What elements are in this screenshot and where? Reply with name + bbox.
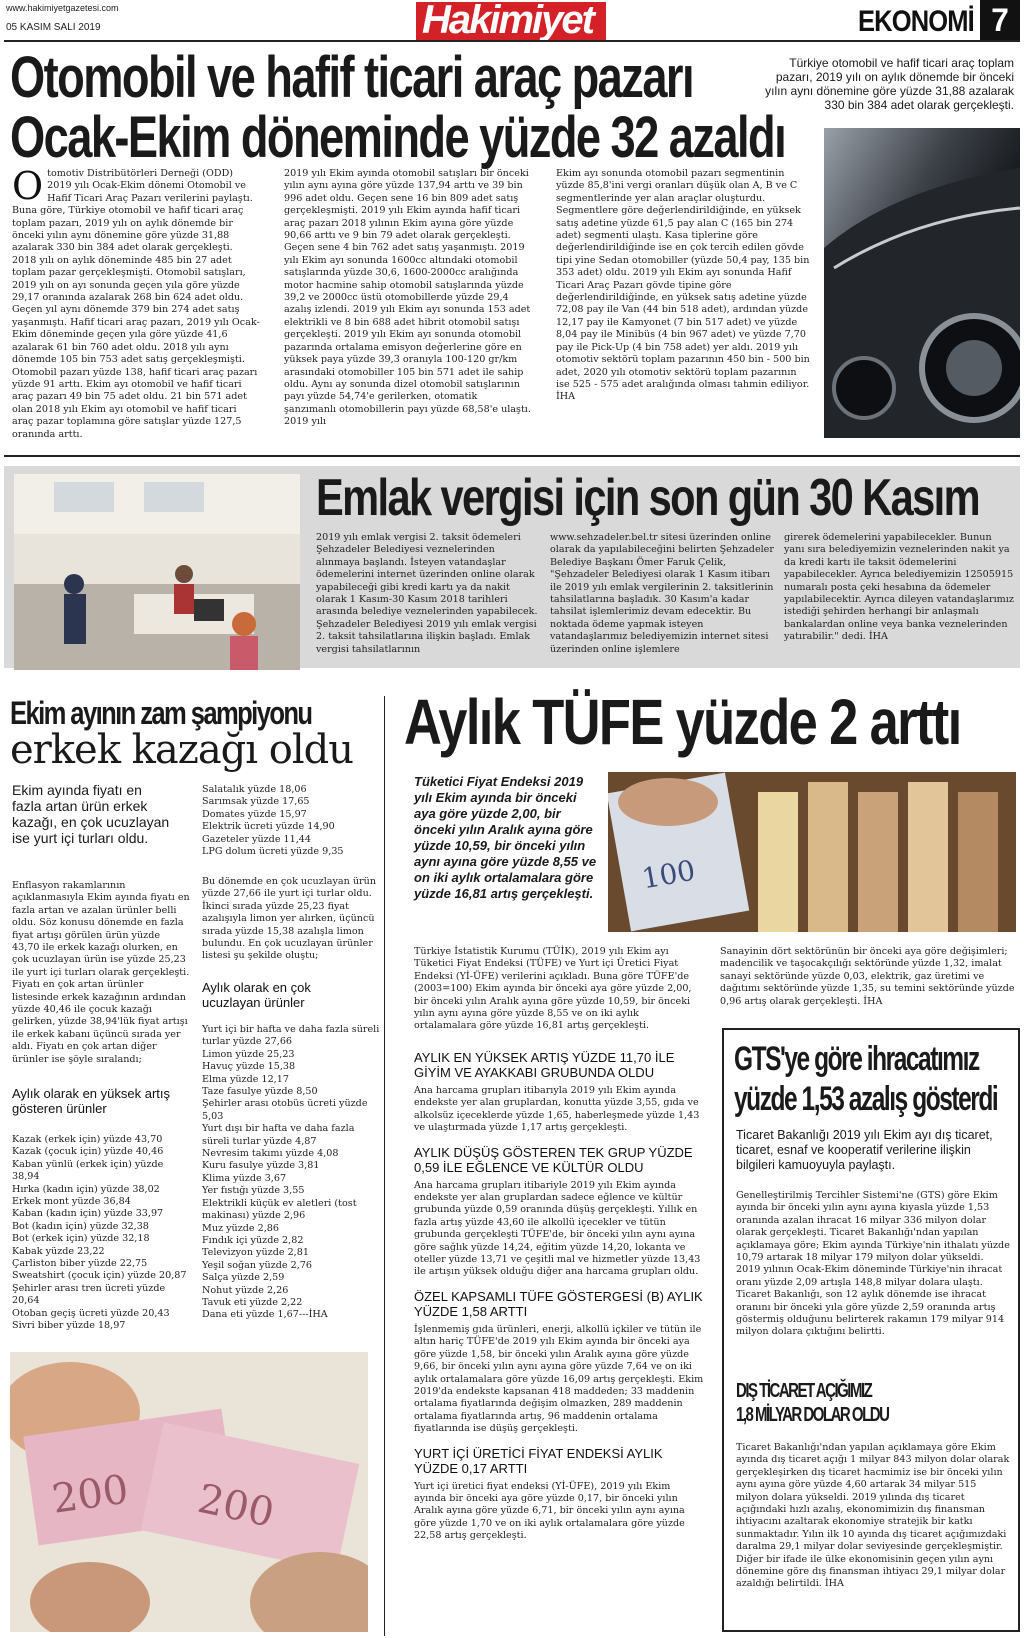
article3-sub-decrease: Aylık olarak en çok ucuzlayan ürünler	[202, 980, 311, 1010]
article3-list-decrease: Yurt içi bir hafta ve daha fazla süreli turlar yüzde 27,66 Limon yüzde 25,23 Havuç yüzde 15,38 Elma yüzde 12,17 Taze fasulye yüzde 8,50 Şehirler arası otobüs ücreti yüzde 5,03 Yurt dışı bir hafta ve daha fazla süreli turlar yüzde 4,87 Nevresim takımı yüzde 4,08 Kuru fasulye yüzde 3,81 Klima yüzde 3,67 Yer fıstığı yüzde 3,55 Elektrikli küçük ev aletleri (tost makinası) yüzde 2,96 Muz yüzde 2,86 Fındık içi yüzde 2,82 Televizyon yüzde 2,81 Yeşil soğan yüzde 2,76 Salça yüzde 2,59 Nohut yüzde 2,26 Tavuk eti yüzde 2,22 Dana eti yüzde 1,67---İHA	[202, 1024, 380, 1321]
car-illustration	[824, 128, 1020, 438]
municipality-office-photo	[14, 474, 300, 670]
svg-text:200: 200	[49, 1466, 132, 1523]
logo-text: Hakimiyet	[422, 2, 593, 40]
article2-title[interactable]: Emlak vergisi için son gün 30 Kasım	[316, 469, 980, 527]
article4-h3: ÖZEL KAPSAMLI TÜFE GÖSTERGESİ (B) AYLIK YÜZDE 1,58 ARTTI	[414, 1288, 703, 1319]
article2-column-3: girerek ödemelerini yapabilecekler. Bunun yanı sıra belediyemizin veznelerinden nakit ya da kredi kartı ile taksit ödemelerini yapabilecekler. Ayrıca belediyemizin 12505915 numaralı posta çeki hesabına da ödemeler yapılabilecektir. Ayrıca dileyen vatandaşlarımız istediği şehirden herhangi bir anlaşmalı bankalardan online veya banka veznelerinden yatırabilir." dedi. İHA	[784, 532, 1014, 643]
article1-column-1: Otomotiv Distribütörleri Derneği (ODD) 2019 yılı Ocak-Ekim dönemi Otomobil ve Hafif Ticari Araç Pazarı verilerini paylaştı. Buna göre, Türkiye otomobil ve hafif ticari araç toplam pazarı, 2019 yılı on aylık dönemde bir önceki yılın aynı dönemine göre yüzde 31,88 azalarak 330 bin 384 adet olarak gerçekleşti. 2018 yılı on aylık döneminde 485 bin 27 adet toplam pazar gerçekleşmişti. Otomobil satışları, 2019 yılı on ayı sonunda geçen yıla göre yüzde 29,17 oranında azalarak 268 bin 624 adet oldu. Geçen yıl aynı dönemde 379 bin 274 adet satış yaşanmıştı. Hafif ticari araç pazarı, 2019 yılı Ocak-Ekim döneminde geçen yıla göre yüzde 41,6 azalarak 61 bin 760 adet oldu. 2018 yılı aynı dönemde 105 bin 753 adet satış gerçekleşmişti. Otomobil pazarı yüzde 138, hafif ticari araç pazarı yüzde 91 arttı. Ekim ayı otomobil ve hafif ticari araç pazarı 49 bin 75 adet oldu. 21 bin 571 adet olan 2018 yılı Ekim ayı otomobil ve hafif ticari araç pazar toplamına göre satışlar yüzde 127,5 oranında arttı.	[12, 164, 260, 440]
issue-date: 05 KASIM SALI 2019	[6, 22, 101, 33]
article4-h4: YURT İÇİ ÜRETİCİ FİYAT ENDEKSİ AYLIK YÜZDE 0,17 ARTTI	[414, 1445, 663, 1476]
money-hands-photo	[10, 1352, 368, 1632]
svg-text:100: 100	[639, 853, 698, 896]
article1-title-line2[interactable]: Ocak-Ekim döneminde yüzde 32 azaldı	[10, 105, 786, 170]
article1-title-line1[interactable]: Otomobil ve hafif ticari araç pazarı	[10, 45, 693, 110]
divider	[4, 455, 1020, 457]
article4-p5: Yurt içi üretici fiyat endeksi (Yİ-ÜFE), 2019 yılı Ekim ayında bir önceki aya göre yüzde 0,17, bir önceki yılın Aralık ayına göre yüzde 6,71, bir önceki yılın aynı ayına göre yüzde 1,70 ve on iki aylık ortalamalara göre yüzde 22,58 artış gerçekleşti.	[414, 1480, 685, 1542]
svg-text:200: 200	[193, 1475, 279, 1537]
page-number: 7	[980, 0, 1020, 40]
article3-spot: Ekim ayında fiyatı en fazla artan ürün erkek kazağı, en çok ucuzlayan ise yurt içi turları oldu.	[12, 782, 170, 846]
article5-title-line1[interactable]: GTS'ye göre ihracatımız	[734, 1040, 979, 1078]
article3-title-line2[interactable]: erkek kazağı oldu	[10, 727, 354, 773]
article5-spot: Ticaret Bakanlığı 2019 yılı Ekim ayı dış ticaret, ticaret, esnaf ve kooperatif verilerine ilişkin bilgileri kamuoyuyla paylaştı.	[736, 1128, 993, 1172]
article3-mid-text: Bu dönemde en çok ucuzlayan ürün yüzde 27,66 ile yurt içi turlar oldu. İkinci sırada yüzde 25,23 fiyat azalışıyla limon yer alırken, üçüncü sırada yüzde 15,38 azalışla limon bulundu. En çok ucuzlayan ürünler listesi şu şekilde oluştu;	[202, 876, 376, 962]
article3-list-increase: Kazak (erkek için) yüzde 43,70 Kazak (çocuk için) yüzde 40,46 Kaban yünlü (erkek için) yüzde 38,94 Hırka (kadın için) yüzde 38,02 Erkek mont yüzde 36,84 Kaban (kadın için) yüzde 33,97 Bot (kadın için) yüzde 32,38 Bot (erkek için) yüzde 32,18 Kabak yüzde 23,22 Çarliston biber yüzde 22,75 Sweatshirt (çocuk için) yüzde 20,87 Şehirler arası tren ücreti yüzde 20,64 Otoban geçiş ücreti yüzde 20,43 Sivri biber yüzde 18,97	[12, 1134, 187, 1332]
article2-column-2: www.sehzadeler.bel.tr sitesi üzerinden online olarak da yapılabileceğini belirten Şehzadeler Belediye Başkanı Ömer Faruk Çelik, "Şehzadeler Belediyesi olarak 1 Kasım itibarı ile 2019 yılı emlak vergilerinin 2. taksitlerinin tahsilatlarına başladık. 30 Kasım'a kadar tahsilat işlemlerimiz devam edecektir. Bu noktada ödeme yapmak isteyen vatandaşlarımız belediyemizin internet sitesi üzerinden online işlemlere	[550, 532, 774, 655]
article4-h2: AYLIK DÜŞÜŞ GÖSTEREN TEK GRUP YÜZDE 0,59 İLE EĞLENCE VE KÜLTÜR OLDU	[414, 1144, 693, 1175]
money-drawer-illustration	[608, 772, 1016, 932]
article4-spot: Tüketici Fiyat Endeksi 2019 yılı Ekim ayında bir önceki aya göre yüzde 2,00, bir önceki yılın Aralık ayına göre yüzde 10,59, bir önceki yılın aynı ayına göre yüzde 8,55 ve on iki aylık ortalamalara göre yüzde 16,81 artış gerçekleşti.	[414, 774, 597, 901]
article1-column-3: Ekim ayı sonunda otomobil pazarı segmentinin yüzde 85,8'ini vergi oranları düşük olan A, B ve C segmentlerinde yer alan araçlar oluşturdu. Segmentlere göre değerlendirildiğinde, en yüksek satış adetine yüzde 61,5 pay alan C (165 bin 274 adet) segmenti ulaştı. Kasa tiplerine göre değerlendirildiğinde ise en çok tercih edilen gövde tipi yine Sedan otomobiller (yüzde 50,4 pay, 135 bin 353 adet) oldu. 2019 yılı Ekim ayı sonunda Hafif Ticari Araç Pazarı gövde tipine göre değerlendirildiğinde, en yüksek satış adetine yüzde 72,08 pay ile Van (44 bin 518 adet), ardından yüzde 12,17 pay ile Kamyonet (7 bin 517 adet) ve yüzde 8,04 pay ile Minibüs (4 bin 967 adet) ve yüzde 7,70 pay ile Pick-Up (4 bin 758 adet) yer aldı. 2019 yılı otomotiv sektörü toplam pazarının 450 bin - 500 bin adet, 2020 yılı otomotiv sektörü toplam pazarının ise 525 - 575 adet aralığında olması tahmin ediliyor. İHA	[556, 168, 810, 403]
newspaper-logo	[416, 2, 606, 40]
article3-intro: Enflasyon rakamlarının açıklanmasıyla Ekim ayında fiyatı en fazla artan ve azalan ürünler belli oldu. Söz konusu dönemde en fazla fiyat artışı görülen ürün yüzde 43,70 ile erkek kazağı olurken, en çok ucuzlayan ürün ise yüzde 25,23 ile yurt içi turları olarak gerçekleşti. Fiyatı en çok artan ürünler listesinde erkek kazağının ardından yüzde 40,46 ile çocuk kazağı gelirken, yüzde 38,94'lük fiyat artışı ile erkek kabanı üçüncü sırada yer aldı. Fiyatı en çok artan diğer ürünler ise şöyle sıralandı;	[12, 880, 190, 1065]
section-name: EKONOMİ	[858, 5, 974, 38]
article4-p3: Ana harcama grupları itibariyle 2019 yılı Ekim ayında endekste yer alan gruplardan sadece eğlence ve kültür grubunda yüzde 0,59 oranında düşüş gerçekleşti. Yıllık en fazla artış yüzde 43,60 ile alkollü içecekler ve tütün grubunda gerçekleşti TÜFE'de, bir önceki yılın aynı ayına göre sağlık yüzde 14,24, eğitim yüzde 14,20, lokanta ve oteller yüzde 13,71 ve çeşitli mal ve hizmetler yüzde 13,43 ile artışın yüksek olduğu diğer ana harcama grupları oldu.	[414, 1179, 701, 1278]
article1-column-2: 2019 yılı Ekim ayında otomobil satışları bir önceki yılın aynı ayına göre yüzde 137,94 arttı ve 39 bin 996 adet oldu. Geçen sene 16 bin 809 adet satış gerçekleşmişti. 2019 yılı Ekim ayında hafif ticari araç pazarı 2018 yılının Ekim ayına göre yüzde 90,66 arttı ve 9 bin 79 adet olarak gerçekleşti. Geçen sene 4 bin 762 adet satış yaşanmıştı. 2019 yılı Ekim ayı sonunda 1600cc altındaki otomobil satışlarında yüzde 30,6, 1600-2000cc aralığında motor hacmine sahip otomobil satışlarında yüzde 39,2 ve 2000cc üstü otomobillerde yüzde 29,4 azalış izlendi. 2019 yılı Ekim ayı sonunda 153 adet elektrikli ve 8 bin 688 adet hibrit otomobil satışı gerçekleşti. 2019 yılı Ekim ayı sonunda otomobil pazarında ortalama emisyon değerlerine göre en yüksek paya yüzde 39,3 oranıyla 100-120 gr/km arasındaki otomobiller 105 bin 571 adet ile sahip oldu. Aynı ay sonunda dizel otomobil satışlarının payı yüzde 54,74'e gerilerken, otomatik şanzımanlı otomobillerin payı yüzde 68,58'e ulaştı. 2019 yılı	[284, 168, 531, 428]
article5-subheading-line2: 1,8 MİLYAR DOLAR OLDU	[736, 1404, 889, 1426]
article4-p1: Türkiye İstatistik Kurumu (TÜİK), 2019 yılı Ekim ayı Tüketici Fiyat Endeksi (TÜFE) ve Yurt içi Üretici Fiyat Endeksi (Yİ-ÜFE) verilerini açıkladı. Buna göre TÜFE'de (2003=100) Ekim ayında bir önceki aya göre yüzde 2,00, bir önceki yılın Aralık ayına göre yüzde 10,59, bir önceki yılın aynı ayına göre yüzde 8,55 ve on iki aylık ortalamalara göre yüzde 16,81 artış gerçekleşti.	[414, 946, 692, 1032]
article4-left-block	[414, 1044, 704, 1543]
article4-p4: İşlenmemiş gıda ürünleri, enerji, alkollü içkiler ve tütün ile altın hariç TÜFE'de 2019 yılı Ekim ayında bir önceki aya göre yüzde 1,58, bir önceki yılın Aralık ayına göre yüzde 9,66, bir önceki yılın aynı ayına göre yüzde 7,64 ve on iki aylık ortalamalara göre yüzde 16,09 artış gerçekleşti. Ekim 2019'da endekste kapsanan 418 maddeden; 33 maddenin ortalama fiyatlarında değişim olmazken, 289 maddenin ortalama fiyatlarında artış, 96 maddenin ortalama fiyatlarında ise düşüş gerçekleşti.	[414, 1323, 704, 1435]
banknotes-illustration	[10, 1352, 368, 1632]
header-rule	[4, 40, 1020, 42]
article2-column-1: 2019 yılı emlak vergisi 2. taksit ödemeleri Şehzadeler Belediyesi veznelerinden alınmaya başlandı. İsteyen vatandaşlar ödemelerini internet üzerinden online olarak yapabileceği gibi kredi kartı ya da nakit olarak 1 Kasım-30 Kasım 2018 tarihleri arasında belediye veznelerinden yapabilecek. Şehzadeler Belediyesi 2019 yılı emlak vergisi 2. taksit tahsilatlarına ilişkin başladı. Emlak vergisi tahsilatlarının	[316, 532, 538, 655]
article3-list-increase-2: Salatalık yüzde 18,06 Sarımsak yüzde 17,65 Domates yüzde 15,97 Elektrik ücreti yüzde 14,90 Gazeteler yüzde 11,44 LPG dolum ücreti yüzde 9,35	[202, 784, 344, 858]
banknotes-photo	[608, 772, 1016, 932]
article3-title-line1[interactable]: Ekim ayının zam şampiyonu	[10, 695, 312, 731]
article4-p2: Ana harcama grupları itibarıyla 2019 yılı Ekim ayında endekste yer alan gruplardan, konutta yüzde 3,55, gıda ve alkolsüz içeceklerde yüzde 1,65, haberleşmede yüzde 1,43 ve ulaştırmada yüzde 1,17 artış gerçekleşti.	[414, 1085, 700, 1134]
article4-p-right: Sanayinin dört sektörünün bir önceki aya göre değişimleri; madencilik ve taşocakçılığı sektöründe yüzde 1,32, imalat sanayi sektöründe yüzde 0,03, elektrik, gaz üretimi ve dağıtımı sektöründe yüzde 1,35, su temini sektöründe yüzde 0,96 artış olarak gerçekleşti. İHA	[720, 946, 1015, 1007]
article4-title[interactable]: Aylık TÜFE yüzde 2 arttı	[404, 686, 961, 758]
article5-p2: Ticaret Bakanlığı'ndan yapılan açıklamaya göre Ekim ayında dış ticaret açığı 1 milyar 843 milyon dolar olarak gerçekleşirken dış ticaret hacmimiz ise bir önceki yılın aynı ayına göre yüzde 4,60 artarak 34 milyar 515 milyon dolara yükseldi. 2019 yılında dış ticaret açığındaki hızlı azalış, ekonomimizin dış finansman ihtiyacını azaltarak ekonomiye stratejik bir katkı sunmaktadır. Yılın ilk 10 ayında dış ticaret açığımızdaki daralma 29,1 milyar dolar seviyesinde gerçekleşmiştir. Diğer bir ifade ile ülke ekonomisinin geçen yılın aynı dönemine göre dış finansman ihtiyacı 29,1 milyar dolar azaldığı belirtildi. İHA	[736, 1442, 1010, 1590]
article4-h1: AYLIK EN YÜKSEK ARTIŞ YÜZDE 11,70 İLE GİYİM VE AYAKKABI GRUBUNDA OLDU	[414, 1050, 675, 1080]
article1-dropcap: O	[12, 164, 44, 208]
article3-sub-increase: Aylık olarak en yüksek artış gösteren ürünler	[12, 1086, 170, 1116]
site-url[interactable]: www.hakimiyetgazetesi.com	[6, 3, 119, 13]
article5-subheading-line1: DIŞ TİCARET AÇIĞIMIZ	[736, 1380, 872, 1402]
article5-title-line2[interactable]: yüzde 1,53 azalış gösterdi	[734, 1080, 998, 1118]
office-illustration	[14, 474, 300, 670]
divider	[384, 696, 385, 1636]
car-photo	[824, 128, 1020, 438]
article5-p1: Genelleştirilmiş Tercihler Sistemi'ne (GTS) göre Ekim ayında bir önceki yılın aynı ayına kıyasla yüzde 1,53 oranında azalan ihracat 16 milyar 336 milyon dolar olarak gerçekleşti. Ticaret Bakanlığı'ndan yapılan açıklamaya göre; Ekim ayında Türkiye'nin ithalatı yüzde 10,79 artarak 18 milyar 179 milyon dolar yükseldi. 2019 yılının Ocak-Ekim döneminde Türkiye'nin ihracat oranı yüzde 2,09 artışla 148,8 milyar dolara ulaştı. Ticaret Bakanlığı, son 12 aylık dönemde ise ihracat oranını bir önceki yıla göre yüzde 2,59 oranında artış göstermiş olduğunu belirterek rakamın 179 milyar 914 milyon dolara çıktığını belirtti.	[736, 1190, 1010, 1338]
article1-spot: Türkiye otomobil ve hafif ticari araç toplam pazarı, 2019 yılı on aylık dönemde bir önceki yılın aynı dönemine göre yüzde 31,88 azalarak 330 bin 384 adet olarak gerçekleşti.	[765, 56, 1014, 112]
